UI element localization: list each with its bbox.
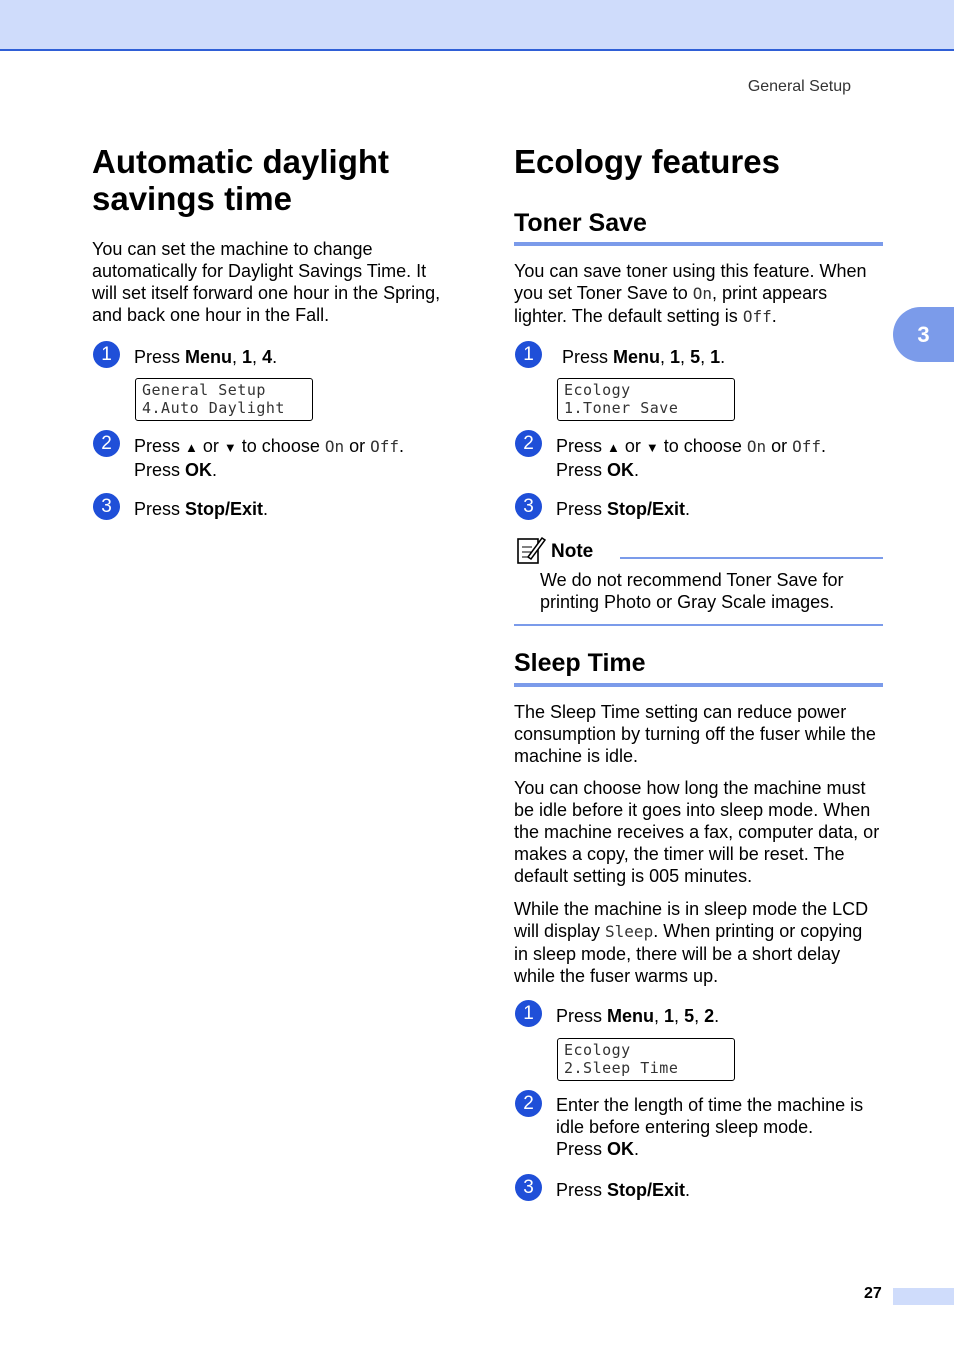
- note-top-rule: [620, 557, 883, 559]
- step-number-icon: 1: [515, 341, 542, 368]
- page-title-ecology: Ecology features: [514, 143, 780, 180]
- step-1-text: Press Menu, 1, 4.: [134, 347, 278, 367]
- sleep-paragraph-1: The Sleep Time setting can reduce power consumption by turning off the fuser while the machine is idle.: [514, 702, 876, 766]
- step-number-icon: 3: [515, 1174, 542, 1201]
- step-number-icon: 3: [515, 493, 542, 520]
- top-banner: [0, 0, 954, 51]
- page-number: 27: [864, 1285, 882, 1302]
- lcd-display: General Setup 4.Auto Daylight: [135, 378, 313, 421]
- toner-step-3-text: Press Stop/Exit.: [556, 499, 691, 519]
- toner-step-2-text: Press ▲ or ▼ to choose On or Off. Press OK.: [556, 436, 827, 480]
- up-arrow-icon: ▲: [185, 440, 198, 455]
- step-number-icon: 2: [93, 430, 120, 457]
- chapter-tab: 3: [893, 307, 954, 362]
- sleep-paragraph-2: You can choose how long the machine must be idle before it goes into sleep mode. When the machine receives a fax, computer data, or makes a copy, the timer will be reset. The default setting is 005 minutes.: [514, 778, 880, 886]
- down-arrow-icon: ▼: [645, 440, 659, 455]
- heading-toner-save: Toner Save: [514, 209, 647, 237]
- lcd-display: Ecology 2.Sleep Time: [557, 1038, 735, 1081]
- toner-step-1-text: Press Menu, 1, 5, 1.: [562, 347, 726, 367]
- up-arrow-icon: ▲: [607, 440, 620, 455]
- step-number-icon: 2: [515, 1090, 542, 1117]
- heading-rule: [514, 242, 883, 246]
- lcd-display: Ecology 1.Toner Save: [557, 378, 735, 421]
- note-title: Note: [551, 541, 594, 562]
- sleep-step-3-text: Press Stop/Exit.: [556, 1180, 691, 1200]
- note-body: We do not recommend Toner Save for printing Photo or Gray Scale images.: [540, 570, 844, 612]
- running-header: General Setup: [747, 78, 851, 95]
- page-title-daylight: Automatic daylight savings time: [92, 143, 390, 217]
- down-arrow-icon: ▼: [223, 440, 237, 455]
- step-2-text: Press ▲ or ▼ to choose On or Off. Press OK.: [134, 436, 405, 480]
- step-number-icon: 3: [93, 493, 120, 520]
- toner-paragraph: You can save toner using this feature. When you set Toner Save to On, print appears lighter. The default setting is Off.: [514, 261, 867, 326]
- footer-bar: [893, 1288, 954, 1305]
- step-number-icon: 1: [93, 341, 120, 368]
- note-pencil-icon: [516, 535, 546, 565]
- step-number-icon: 1: [515, 1000, 542, 1027]
- sleep-step-2-text: Enter the length of time the machine is idle before entering sleep mode. Press OK.: [556, 1095, 864, 1159]
- sleep-step-1-text: Press Menu, 1, 5, 2.: [556, 1006, 720, 1026]
- step-3-text: Press Stop/Exit.: [134, 499, 269, 519]
- intro-paragraph: You can set the machine to change automatically for Daylight Savings Time. It will set itself forward one hour in the Spring, and back one hour in the Fall.: [92, 239, 441, 325]
- step-number-icon: 2: [515, 430, 542, 457]
- sleep-paragraph-3: While the machine is in sleep mode the LCD will display Sleep. When printing or copying in sleep mode, there will be a short delay while the fuser warms up.: [514, 899, 869, 986]
- note-bottom-rule: [514, 624, 883, 626]
- heading-sleep-time: Sleep Time: [514, 649, 646, 677]
- heading-rule: [514, 683, 883, 687]
